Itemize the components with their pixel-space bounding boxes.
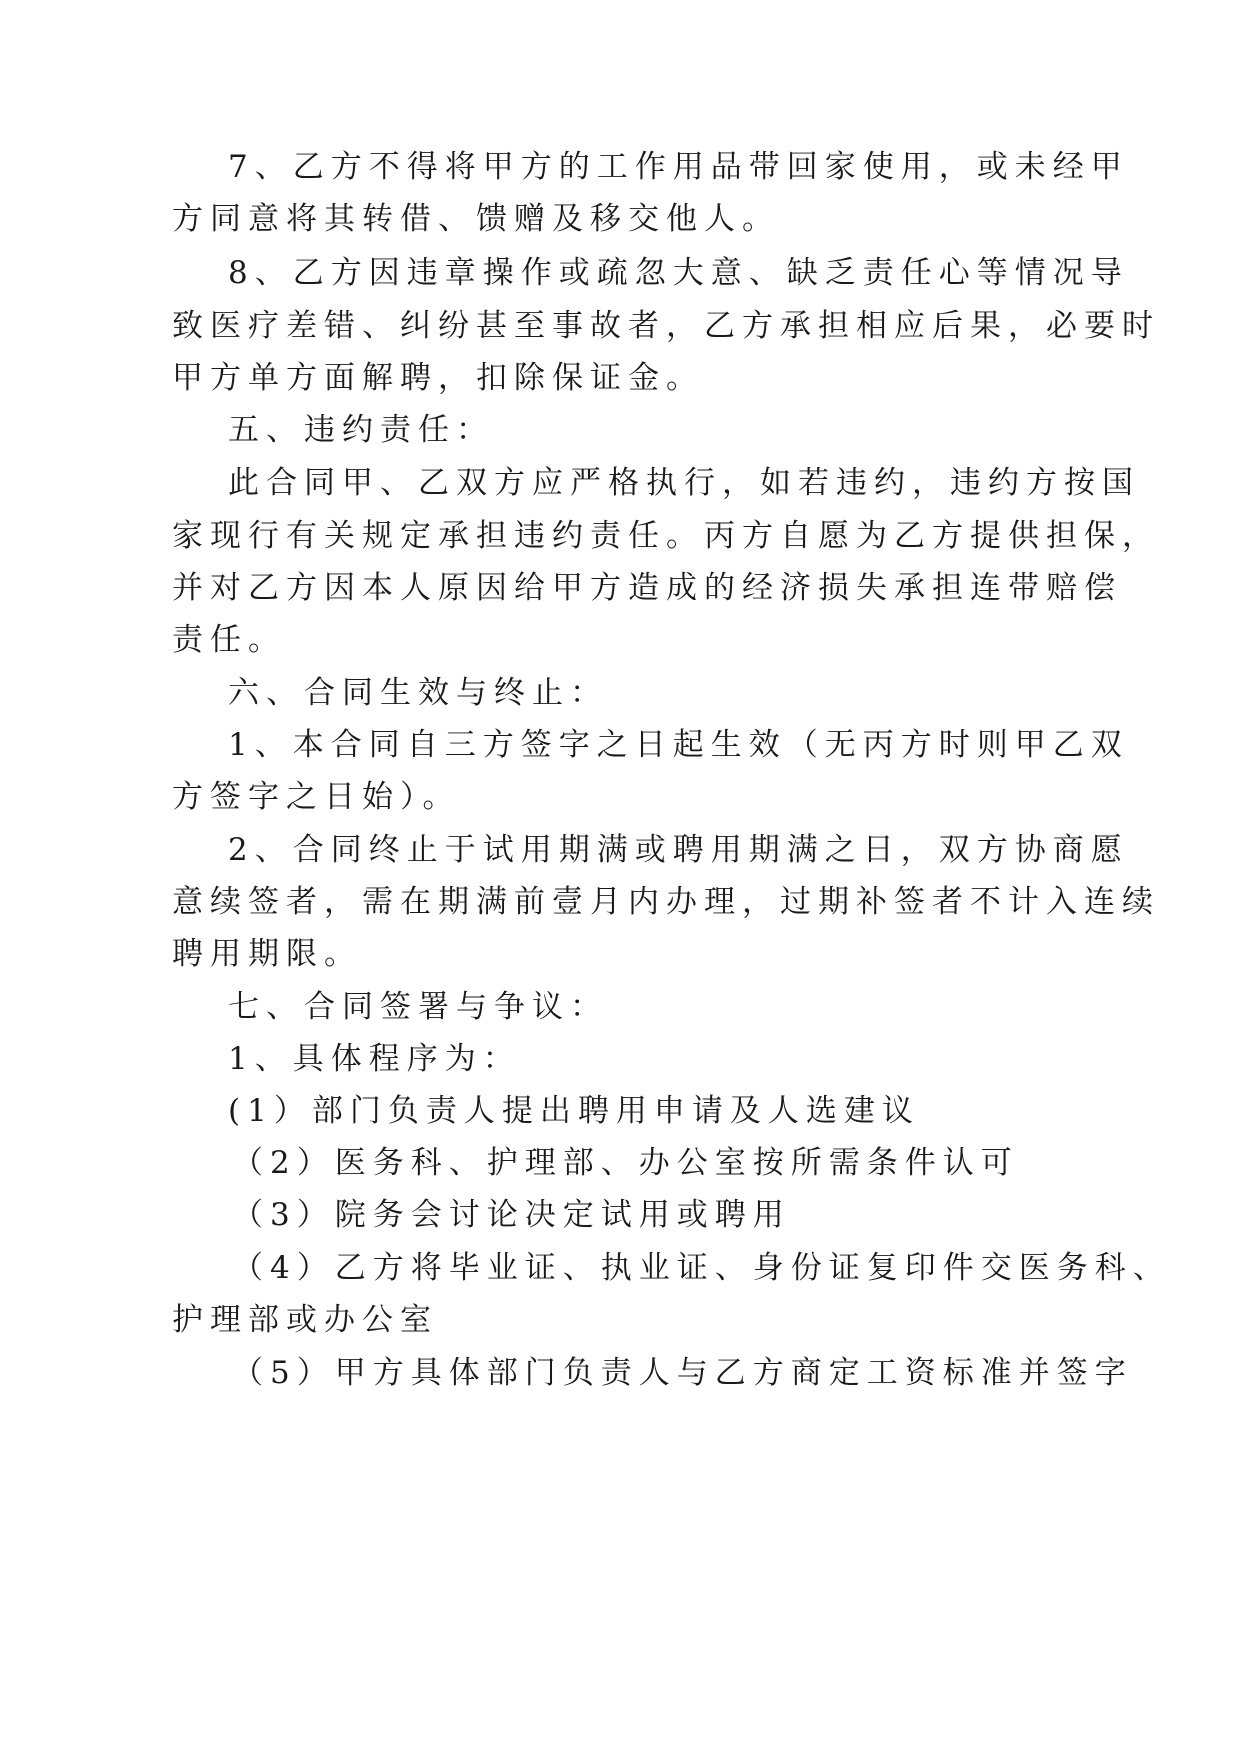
paragraph-line: 责任。 bbox=[172, 622, 286, 658]
paragraph-line: 聘用期限。 bbox=[172, 936, 362, 972]
paragraph-line: 7、乙方不得将甲方的工作用品带回家使用，或未经甲 bbox=[228, 149, 1129, 185]
paragraph-line: 2、合同终止于试用期满或聘用期满之日，双方协商愿 bbox=[228, 832, 1129, 868]
paragraph-line: 此合同甲、乙双方应严格执行，如若违约，违约方按国 bbox=[228, 465, 1140, 501]
procedure-step: (1）部门负责人提出聘用申请及人选建议 bbox=[228, 1093, 920, 1129]
paragraph-line: 家现行有关规定承担违约责任。丙方自愿为乙方提供担保， bbox=[172, 518, 1160, 554]
procedure-step: （5）甲方具体部门负责人与乙方商定工资标准并签字 bbox=[232, 1355, 1133, 1391]
procedure-step: （4）乙方将毕业证、执业证、身份证复印件交医务科、 bbox=[232, 1250, 1171, 1286]
paragraph-line: 甲方单方面解聘，扣除保证金。 bbox=[172, 360, 704, 396]
section-heading: 七、合同签署与争议： bbox=[228, 989, 608, 1025]
paragraph-line: 1、本合同自三方签字之日起生效（无丙方时则甲乙双 bbox=[228, 727, 1129, 763]
procedure-step: （3）院务会讨论决定试用或聘用 bbox=[232, 1197, 791, 1233]
section-heading: 五、违约责任： bbox=[228, 412, 494, 448]
procedure-step: 护理部或办公室 bbox=[172, 1302, 438, 1338]
paragraph-line: 1、具体程序为： bbox=[228, 1041, 521, 1077]
section-heading: 六、合同生效与终止： bbox=[228, 675, 608, 711]
procedure-step: （2）医务科、护理部、办公室按所需条件认可 bbox=[232, 1145, 1019, 1181]
paragraph-line: 致医疗差错、纠纷甚至事故者，乙方承担相应后果，必要时 bbox=[172, 308, 1160, 344]
paragraph-line: 并对乙方因本人原因给甲方造成的经济损失承担连带赔偿 bbox=[172, 570, 1122, 606]
paragraph-line: 意续签者，需在期满前壹月内办理，过期补签者不计入连续 bbox=[172, 884, 1160, 920]
paragraph-line: 8、乙方因违章操作或疏忽大意、缺乏责任心等情况导 bbox=[228, 255, 1129, 291]
paragraph-line: 方同意将其转借、馈赠及移交他人。 bbox=[172, 201, 780, 237]
paragraph-line: 方签字之日始）。 bbox=[172, 779, 461, 815]
